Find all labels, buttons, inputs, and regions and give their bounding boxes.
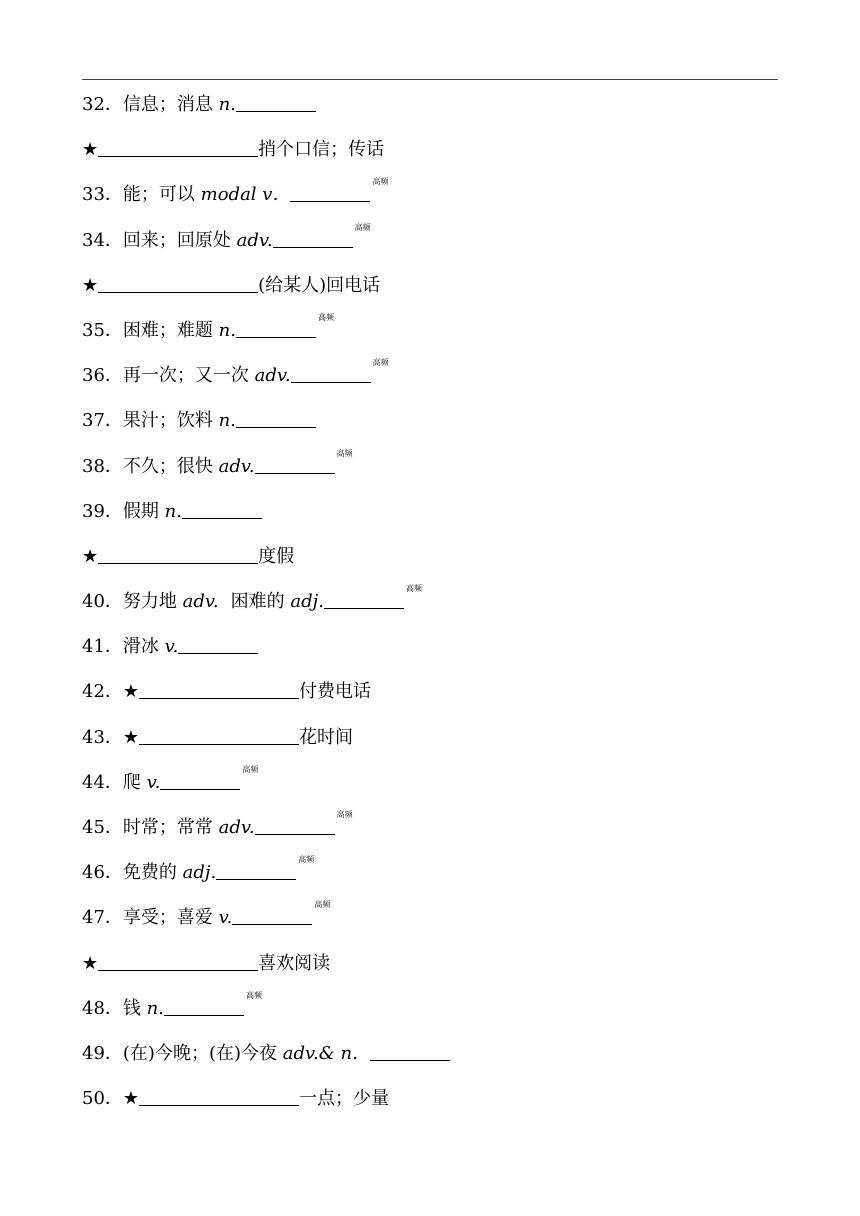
vocab-line <box>82 448 782 498</box>
vocab-line <box>82 177 782 226</box>
part-of-speech: n. <box>218 319 236 341</box>
item-number: 33． <box>82 184 123 206</box>
high-frequency-tag: 高频 <box>317 312 334 322</box>
item-number: 49． <box>82 1042 123 1064</box>
star-icon: ★ <box>82 952 99 974</box>
part-of-speech-2: adj. <box>290 591 324 613</box>
phrase-meaning: (给某人)回电话 <box>258 274 381 296</box>
answer-blank[interactable] <box>273 229 353 248</box>
phrase-blank[interactable] <box>98 138 258 157</box>
phrase-meaning: 花时间 <box>299 726 354 748</box>
phrase-meaning: 喜欢阅读 <box>258 952 331 974</box>
item-meaning: 回来；回原处 <box>122 229 237 251</box>
vocab-line <box>82 358 782 407</box>
item-number: 36． <box>82 365 123 387</box>
vocab-line <box>82 990 782 1040</box>
answer-blank[interactable] <box>255 455 335 474</box>
high-frequency-tag: 高频 <box>336 810 353 819</box>
high-frequency-tag: 高频 <box>245 990 262 1000</box>
phrase-meaning: 捎个口信；传话 <box>258 139 385 161</box>
item-number: 48． <box>82 997 123 1019</box>
vocab-line <box>82 724 782 769</box>
phrase-blank[interactable] <box>98 545 258 564</box>
item-meaning: (在)今晚；(在)今夜 <box>122 1042 283 1064</box>
part-of-speech: v. <box>218 907 233 929</box>
part-of-speech: adv. <box>182 591 219 613</box>
answer-blank[interactable] <box>164 997 244 1016</box>
vocab-line <box>82 900 782 949</box>
part-of-speech: adv. <box>236 229 273 251</box>
item-meaning: 免费的 <box>122 862 183 884</box>
item-meaning: 信息；消息 <box>122 94 219 115</box>
part-of-speech: adv.& n． <box>282 1042 371 1064</box>
answer-blank[interactable] <box>216 861 296 880</box>
item-number: 35． <box>82 319 123 341</box>
answer-blank[interactable] <box>255 816 335 835</box>
answer-blank[interactable] <box>236 319 316 338</box>
part-of-speech: adv. <box>218 455 255 477</box>
answer-blank[interactable] <box>291 364 371 383</box>
phrase-meaning: 度假 <box>258 545 295 567</box>
vocab-line <box>82 498 782 543</box>
item-meaning: 能；可以 <box>122 184 201 206</box>
vocab-line <box>82 543 782 588</box>
phrase-meaning: 付费电话 <box>299 681 372 703</box>
header-rule <box>82 79 778 80</box>
item-number: 34． <box>82 229 123 251</box>
answer-blank[interactable] <box>232 906 312 925</box>
part-of-speech: adj. <box>182 862 217 884</box>
item-number: 41． <box>82 636 123 658</box>
high-frequency-tag: 高频 <box>405 584 422 594</box>
vocab-line <box>82 407 782 452</box>
part-of-speech: n. <box>218 94 236 115</box>
vocab-line <box>82 91 782 136</box>
phrase-blank[interactable] <box>98 274 258 293</box>
star-icon: ★ <box>82 545 99 567</box>
vocab-line <box>82 810 782 859</box>
item-meaning: 享受；喜爱 <box>122 907 219 929</box>
item-meaning: 假期 <box>122 500 165 522</box>
item-meaning: 再一次；又一次 <box>122 365 255 387</box>
phrase-blank[interactable] <box>139 1087 299 1106</box>
part-of-speech: modal v． <box>200 184 291 206</box>
item-number: 44． <box>82 771 123 793</box>
item-number: 42． <box>82 681 123 703</box>
part-of-speech: adv. <box>218 817 255 838</box>
star-icon: ★ <box>122 726 140 748</box>
vocab-line <box>82 136 782 181</box>
part-of-speech: n. <box>218 410 236 432</box>
part-of-speech: v. <box>164 636 179 658</box>
vocab-line <box>82 950 782 995</box>
vocab-line <box>82 1085 782 1130</box>
item-number: 46． <box>82 862 123 884</box>
vocab-line <box>82 222 782 272</box>
vocab-line <box>82 678 782 723</box>
star-icon: ★ <box>122 1088 140 1110</box>
item-meaning: 不久；很快 <box>122 455 219 477</box>
answer-blank[interactable] <box>236 409 316 428</box>
phrase-blank[interactable] <box>98 952 258 971</box>
item-number: 47． <box>82 907 123 929</box>
high-frequency-tag: 高频 <box>372 177 389 187</box>
phrase-blank[interactable] <box>139 680 299 699</box>
item-number: 45． <box>82 817 123 838</box>
item-meaning: 努力地 <box>122 591 183 613</box>
item-meaning: 时常；常常 <box>122 817 219 838</box>
item-meaning: 滑冰 <box>122 636 165 658</box>
item-meaning: 果汁；饮料 <box>122 410 219 432</box>
item-number: 40． <box>82 591 123 613</box>
item-meaning: 钱 <box>122 997 147 1019</box>
high-frequency-tag: 高频 <box>372 358 389 368</box>
item-meaning-2: 困难的 <box>230 591 291 613</box>
part-of-speech: v. <box>146 771 161 793</box>
high-frequency-tag: 高频 <box>314 900 331 910</box>
high-frequency-tag: 高频 <box>336 448 353 458</box>
item-number: 39． <box>82 500 123 522</box>
vocab-line <box>82 312 782 362</box>
high-frequency-tag: 高频 <box>298 855 315 865</box>
vocab-line <box>82 1040 782 1085</box>
item-number: 32． <box>82 94 123 115</box>
phrase-meaning: 一点；少量 <box>299 1088 390 1110</box>
high-frequency-tag: 高频 <box>354 222 371 232</box>
item-number: 37． <box>82 410 123 432</box>
star-icon: ★ <box>122 681 140 703</box>
answer-blank[interactable] <box>324 590 404 609</box>
part-of-speech: n. <box>146 997 164 1019</box>
item-number: 50． <box>82 1088 123 1110</box>
answer-blank[interactable] <box>160 771 240 790</box>
answer-blank[interactable] <box>178 635 258 654</box>
star-icon: ★ <box>82 274 99 296</box>
item-number: 43． <box>82 726 123 748</box>
answer-blank[interactable] <box>236 93 316 112</box>
item-meaning: 困难；难题 <box>122 319 219 341</box>
star-icon: ★ <box>82 139 99 161</box>
item-number: 38． <box>82 455 123 477</box>
part-of-speech: adv. <box>254 365 291 387</box>
vocab-line <box>82 633 782 678</box>
answer-blank[interactable] <box>290 183 370 202</box>
high-frequency-tag: 高频 <box>242 764 259 774</box>
vocab-line <box>82 855 782 904</box>
answer-blank[interactable] <box>182 500 262 519</box>
vocab-line <box>82 764 782 814</box>
vocab-line <box>82 272 782 317</box>
vocabulary-list <box>82 91 782 1130</box>
answer-blank[interactable] <box>370 1042 450 1061</box>
part-of-speech: n. <box>164 500 182 522</box>
vocab-line <box>82 584 782 633</box>
phrase-blank[interactable] <box>139 726 299 745</box>
item-meaning: 爬 <box>122 771 147 793</box>
